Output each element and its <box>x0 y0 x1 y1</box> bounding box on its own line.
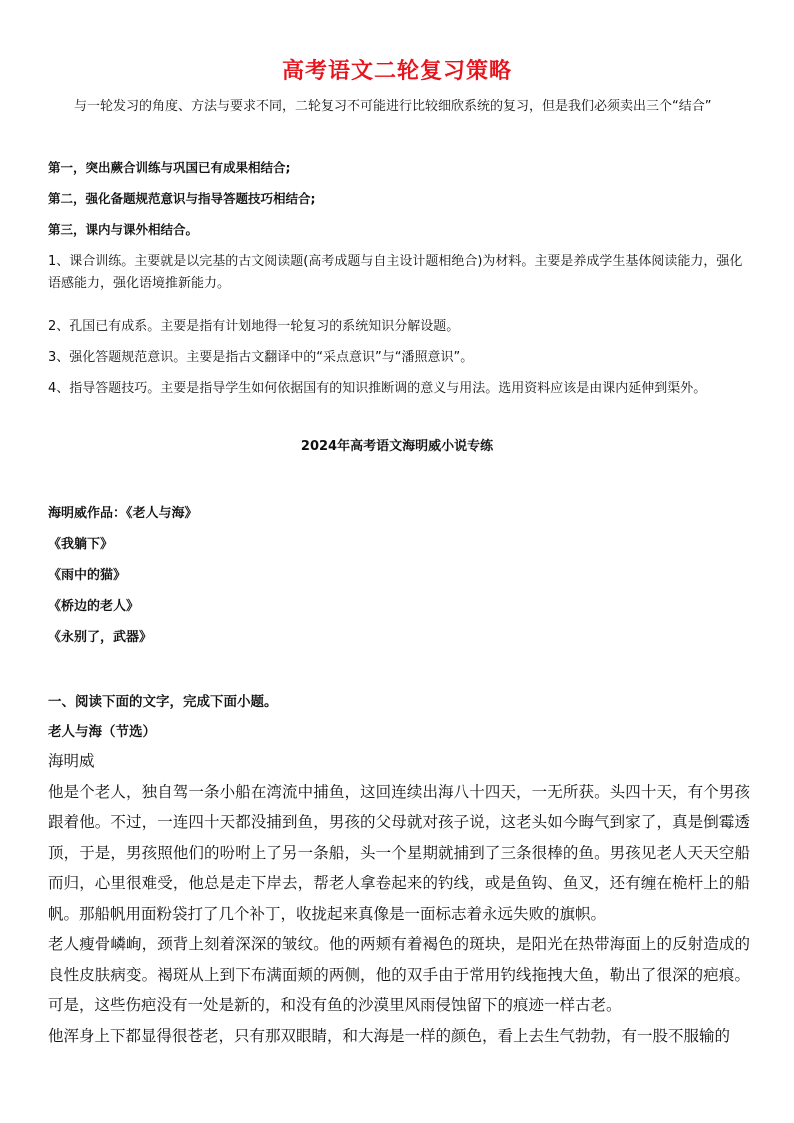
excerpt-body <box>48 746 750 1051</box>
paragraph: 他浑身上下都显得很苍老，只有那双眼睛，和大海是一样的颜色，看上去生气勃勃，有一股不服输的 <box>48 1026 731 1045</box>
item-2: 2、孔国已有成系。主要是指有计划地得一轮复习的系统知识分解设题。 <box>48 319 460 334</box>
paragraph: 他是个老人，独自驾一条小船在湾流中捕鱼，这回连续出海八十四天，一无所获。头四十天，有个男孩跟着他。不过，一连四十天都没捕到鱼，男孩的父母就对孩子说，这老头如今晦气到家了，真是倒霉透顶，于是，男孩照他们的吩咐上了另一条船，头一个星期就捕到了三条很棒的鱼。男孩见老人天天空船而归，心里很难受，他总是走下岸去，帮老人拿卷起来的钓线，或是鱼钩、鱼叉，还有缠在桅杆上的船帆。那船帆用面粉袋打了几个补丁，收拢起来真像是一面标志着永远失败的旗帜。 <box>48 782 750 923</box>
work-item: 《永别了，武器》 <box>48 630 153 645</box>
item-4: 4、指导答题技巧。主要是指导学生如何依据国有的知识推断调的意义与用法。选用资料应该是由课内延伸到渠外。 <box>48 381 707 396</box>
point-1: 第一，突出蕨合训练与巩国已有成果相结合; <box>48 160 291 175</box>
item-3: 3、强化答题规范意识。主要是指古文翻译中的“采点意识”与“潘照意识”。 <box>48 350 474 365</box>
work-item: 《雨中的猫》 <box>48 568 127 583</box>
page-title: 高考语文二轮复习策略 <box>281 59 512 84</box>
excerpt-title: 老人与海（节选） <box>48 724 156 740</box>
works-list <box>48 498 198 653</box>
point-3: 第三，课内与课外相结合。 <box>48 222 199 237</box>
work-item: 《我躺下》 <box>48 537 114 552</box>
section-title: 2024年高考语文海明威小说专练 <box>300 439 494 454</box>
question-heading: 一、阅读下面的文字，完成下面小题。 <box>48 694 278 710</box>
work-item: 《桥边的老人》 <box>48 599 140 614</box>
works-label: 海明威作品：《老人与海》 <box>48 506 198 521</box>
item-1: 1、课合训练。主要就是以完基的古文阅读题(高考成题与自主设计题相绝合)为材料。主要是养成学生基体阅读能力，强化语感能力，强化语境推新能力。 <box>48 254 743 291</box>
paragraph: 老人瘦骨嶙峋，颈背上刻着深深的皱纹。他的两颊有着褐色的斑块，是阳光在热带海面上的反射造成的良性皮肤病变。褐斑从上到下布满面颊的两侧，他的双手由于常用钓线拖拽大鱼，勒出了很深的疤痕。可是，这些伤疤没有一处是新的，和没有鱼的沙漠里风雨侵蚀留下的痕迹一样古老。 <box>48 935 750 1014</box>
author: 海明威 <box>48 752 95 770</box>
point-2: 第二，强化备题规范意识与指导答题技巧相结合; <box>48 191 316 206</box>
intro-paragraph: 与一轮发习的角度、方法与要求不同，二轮复习不可能进行比较细欣系统的复习，但是我们必须卖出三个“结合” <box>74 99 712 114</box>
